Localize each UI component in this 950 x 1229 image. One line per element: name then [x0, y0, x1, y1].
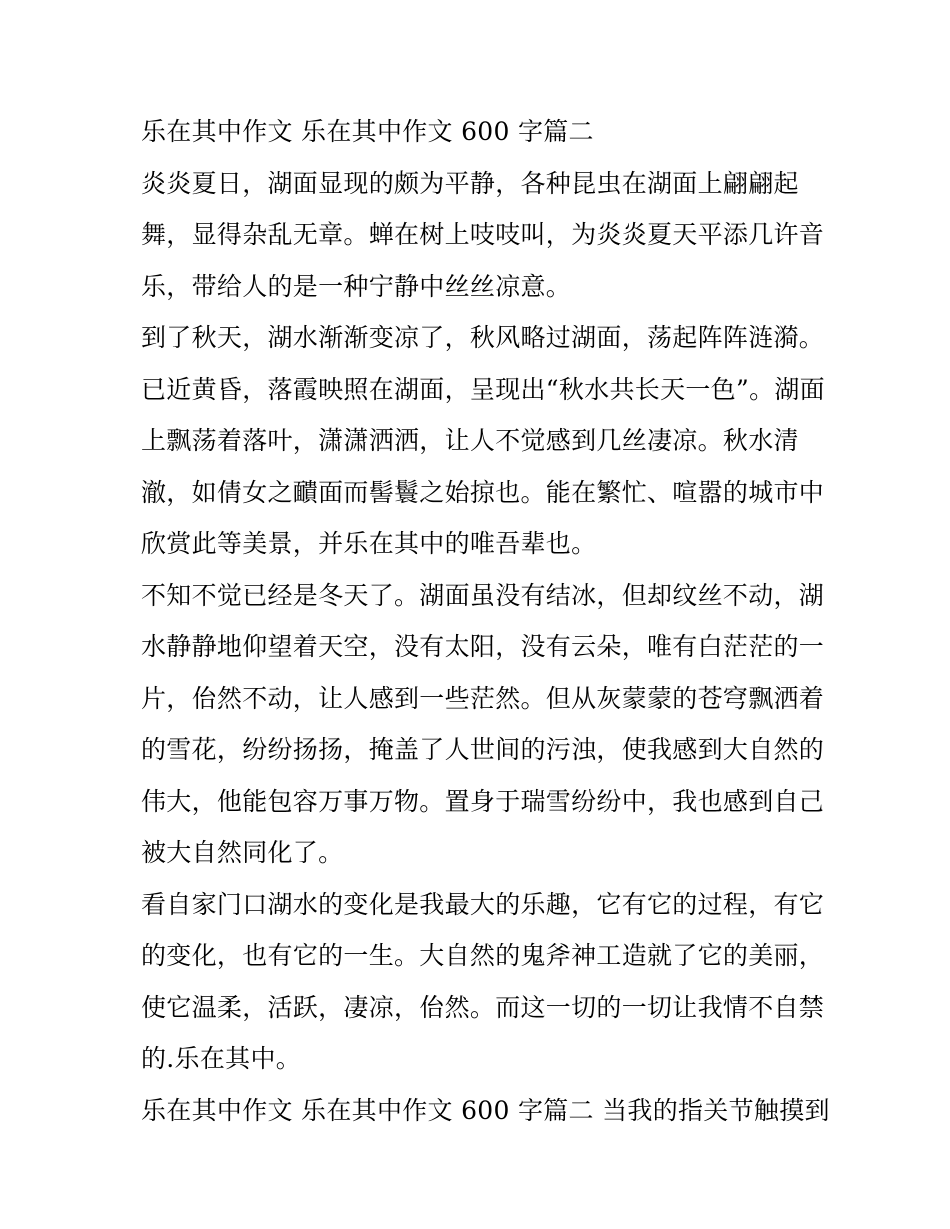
paragraph-autumn-line-3: 上飘荡着落叶，潇潇洒洒，让人不觉感到几丝凄凉。秋水清 [141, 426, 799, 455]
paragraph-conclusion-line-1: 看自家门口湖水的变化是我最大的乐趣，它有它的过程，有它 [141, 889, 825, 919]
paragraph-conclusion-line-4: 的.乐在其中。 [141, 1044, 302, 1073]
paragraph-summer-line-2: 舞，显得杂乱无章。蝉在树上吱吱叫，为炎炎夏天平添几许音 [141, 220, 825, 249]
paragraph-autumn-line-5: 欣赏此等美景，并乐在其中的唯吾辈也。 [141, 529, 597, 558]
paragraph-winter-line-4: 的雪花，纷纷扬扬，掩盖了人世间的污浊，使我感到大自然的 [141, 735, 825, 764]
paragraph-summer-line-1: 炎炎夏日，湖面显现的颇为平静，各种昆虫在湖面上翩翩起 [141, 168, 799, 198]
paragraph-summer-line-3: 乐，带给人的是一种宁静中丝丝凉意。 [141, 271, 572, 301]
paragraph-conclusion-line-2: 的变化，也有它的一生。大自然的鬼斧神工造就了它的美丽， [141, 941, 825, 970]
paragraph-autumn-line-4: 澈，如倩女之靧面而髻鬟之始掠也。能在繁忙、喧嚣的城市中 [141, 477, 825, 507]
document-body [141, 106, 830, 1136]
next-section-line-1: 乐在其中作文 乐在其中作文 600 字篇二 当我的指关节触摸到 [141, 1095, 830, 1125]
title-line: 乐在其中作文 乐在其中作文 600 字篇二 [141, 117, 594, 146]
paragraph-winter-line-2: 水静静地仰望着天空，没有太阳，没有云朵，唯有白茫茫的一 [141, 632, 825, 661]
paragraph-autumn-line-1: 到了秋天，湖水渐渐变凉了，秋风略过湖面，荡起阵阵涟漪。 [141, 323, 825, 352]
paragraph-autumn-line-2: 已近黄昏，落霞映照在湖面，呈现出“秋水共长天一色”。湖面 [141, 374, 825, 404]
paragraph-conclusion-line-3: 使它温柔，活跃，凄凉，佁然。而这一切的一切让我情不自禁 [141, 992, 825, 1022]
paragraph-winter-line-3: 片，佁然不动，让人感到一些茫然。但从灰蒙蒙的苍穹飘洒着 [141, 683, 825, 713]
paragraph-winter-line-5: 伟大，他能包容万事万物。置身于瑞雪纷纷中，我也感到自己 [141, 786, 825, 816]
paragraph-winter-line-1: 不知不觉已经是冬天了。湖面虽没有结冰，但却纹丝不动，湖 [141, 580, 825, 610]
paragraph-winter-line-6: 被大自然同化了。 [141, 838, 344, 867]
